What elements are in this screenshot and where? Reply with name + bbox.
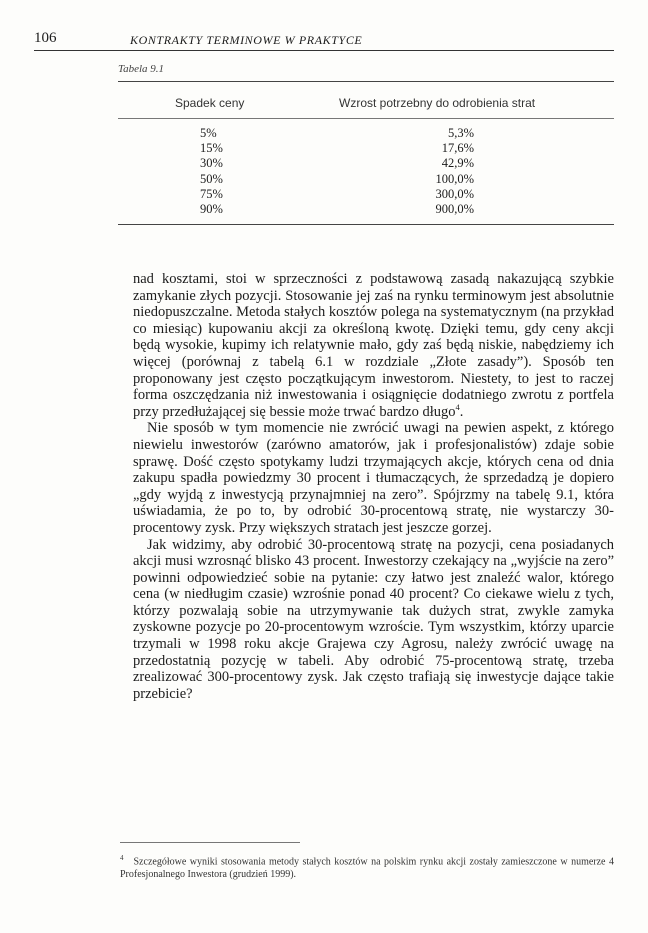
paragraph-text: nad kosztami, stoi w sprzeczności z podstawową zasadą nakazującą szybkie zamykanie złych pozycji. Stosowanie jej zaś na rynku terminowym jest absolutnie niedopuszczalne. Metoda stałych kosztów polega na systematycznym (na przykład co miesiąc) kupowaniu akcji za określoną kwotę. Dzięki temu, gdy ceny akcji będą wysokie, kupimy ich relatywnie mało, gdy zaś będą niskie, nabędziemy ich więcej (porównaj z tabelą 6.1 w rozdziale „Złote zasady”). Sposób ten proponowany jest często początkującym inwestorom. Niestety, to jest to raczej forma oszczędzania niż inwestowania i osiągnięcie dodatniego zwrotu z portfela przy przedłużającej się bessie może trwać bardzo długo (133, 271, 614, 420)
table-cell: 15% (200, 141, 223, 156)
table-cell: 100,0% (435, 171, 474, 186)
page-number: 106 (34, 30, 57, 46)
paragraph (133, 271, 614, 420)
column-header-price-drop: Spadek ceny (175, 96, 245, 110)
table-cell: 50% (200, 171, 223, 186)
header-rule (34, 50, 614, 51)
table-cell: 90% (200, 201, 223, 216)
table-bottom-rule (118, 224, 614, 225)
running-title: KONTRAKTY TERMINOWE W PRAKTYCE (130, 33, 363, 47)
footnote (120, 852, 614, 881)
footnote-rule (120, 842, 300, 843)
table-cell: 300,0% (435, 186, 474, 201)
column-header-required-gain: Wzrost potrzebny do odrobienia strat (339, 96, 536, 110)
column-required-gain (414, 126, 474, 217)
paragraph-end: . (459, 403, 464, 420)
table-cell: 17,6% (441, 141, 474, 156)
body-text (133, 271, 614, 702)
table-caption: Tabela 9.1 (118, 63, 165, 75)
table-cell: 42,9% (441, 156, 474, 171)
table-cell: 5% (200, 126, 217, 140)
column-price-drop (200, 126, 240, 217)
page-header (34, 30, 614, 52)
table-header-rule (118, 118, 614, 119)
footnote-text: Szczegółowe wyniki stosowania metody stałych kosztów na polskim rynku akcji zostały zamieszczone w numerze 4 Profesjonalnego Inwestora (grudzień 1999). (120, 856, 614, 881)
table-cell: 75% (200, 186, 223, 201)
footnote-reference: 4 (455, 401, 460, 412)
table-cell: 30% (200, 156, 223, 171)
paragraph: Jak widzimy, aby odrobić 30-procentową stratę na pozycji, cena posiadanych akcji musi wzrosnąć blisko 43 procent. Inwestorzy czekający na „wyjście na zero” powinni odpowiedzieć sobie na pytanie: czy łatwo jest znaleźć walor, którego cena (w niedługim czasie) wzrośnie ponad 40 procent? Co ciekawe wielu z tych, którzy pozwalają sobie na utrzymywanie tak dużych strat, zwykle zamyka zyskowne pozycje po 20-procentowym wzroście. Tym wszystkim, którzy uparcie trzymali w 1998 roku akcje Grajewa czy Agrosu, należy zwrócić uwagę na przedostatnią pozycję w tabeli. Aby odrobić 75-procentową stratę, trzeba zrealizować 300-procentowy zysk. Jak często trafiają się inwestycje dające takie przebicie? (133, 536, 614, 702)
footnote-number: 4 (120, 854, 124, 862)
table-cell: 900,0% (435, 201, 474, 216)
table-top-rule (118, 81, 614, 82)
table-cell: 5,3% (447, 126, 474, 140)
paragraph: Nie sposób w tym momencie nie zwrócić uwagi na pewien aspekt, z którego niewielu inwestorów (zarówno amatorów, jak i profesjonalistów) zdaje sobie sprawę. Dość często spotykamy ludzi trzymających akcje, których cena od dnia zakupu spadła powiedzmy 30 procent i tłumaczących, że sprzedadzą je dopiero „gdy wyjdą z inwestycją przynajmniej na zero”. Spójrzmy na tabelę 9.1, która uświadamia, że po to, by odrobić 30-procentową stratę, nie wystarczy 30-procentowy zysk. Przy większych stratach jest jeszcze gorzej. (133, 420, 614, 536)
